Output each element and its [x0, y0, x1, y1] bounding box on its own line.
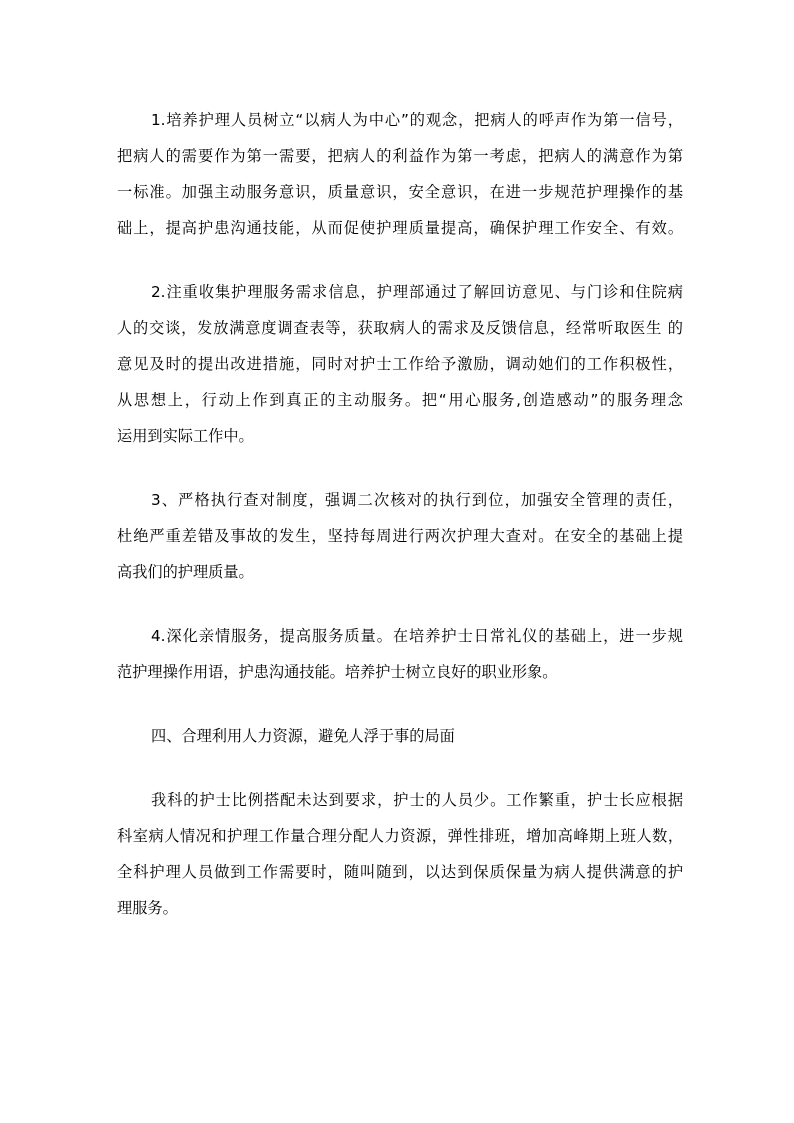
paragraph-line: 全科护理人员做到工作需要时，随叫随到，以达到保质保量为病人提供满意的护: [117, 863, 683, 881]
paragraph-line: 础上，提高护患沟通技能，从而促使护理质量提高，确保护理工作安全、有效。: [117, 219, 683, 237]
section-heading: [117, 721, 683, 751]
paragraph-line: 杜绝严重差错及事故的发生，坚持每周进行两次护理大查对。在安全的基础上提: [117, 527, 683, 545]
paragraph-line: 3、严格执行查对制度，强调二次核对的执行到位，加强安全管理的责任，: [151, 491, 683, 509]
paragraph-line: 把病人的需要作为第一需要，把病人的利益作为第一考虑，把病人的满意作为第: [117, 147, 683, 165]
paragraph-spacer: [117, 757, 683, 785]
paragraph-line: 2.注重收集护理服务需求信息，护理部通过了解回访意见、与门诊和住院病: [151, 283, 683, 301]
paragraph-6: [117, 785, 683, 923]
paragraph-line: 高我们的护理质量。: [117, 563, 254, 581]
paragraph-line: 4.深化亲情服务，提高服务质量。在培养护士日常礼仪的基础上，进一步规: [151, 627, 683, 645]
paragraph-spacer: [117, 593, 683, 621]
paragraph-line: 科室病人情况和护理工作量合理分配人力资源，弹性排班，增加高峰期上班人数，: [117, 827, 683, 845]
document-body: [117, 105, 683, 929]
paragraph-line: 运用到实际工作中。: [117, 427, 254, 445]
paragraph-spacer: [117, 457, 683, 485]
paragraph-line: 从思想上，行动上作到真正的主动服务。把“用心服务,创造感动”的服务理念: [117, 391, 683, 409]
paragraph-4: [117, 621, 683, 687]
paragraph-line: 理服务。: [117, 899, 178, 917]
paragraph-2: [117, 277, 683, 451]
paragraph-line: 我科的护士比例搭配未达到要求，护士的人员少。工作繁重，护士长应根据: [151, 791, 683, 809]
paragraph-spacer: [117, 693, 683, 721]
paragraph-line: 一标准。加强主动服务意识，质量意识，安全意识，在进一步规范护理操作的基: [117, 183, 683, 201]
paragraph-spacer: [117, 249, 683, 277]
paragraph-line: 1.培养护理人员树立“以病人为中心”的观念，把病人的呼声作为第一信号，: [151, 111, 683, 129]
paragraph-line: 人的交谈，发放满意度调查表等，获取病人的需求及反馈信息，经常听取医生 的: [117, 319, 683, 337]
heading-line: 四、合理利用人力资源，避免人浮于事的局面: [151, 727, 455, 745]
paragraph-1: [117, 105, 683, 243]
paragraph-3: [117, 485, 683, 587]
paragraph-line: 意见及时的提出改进措施，同时对护士工作给予激励，调动她们的工作积极性，: [117, 355, 683, 373]
paragraph-line: 范护理操作用语，护患沟通技能。培养护士树立良好的职业形象。: [117, 663, 558, 681]
